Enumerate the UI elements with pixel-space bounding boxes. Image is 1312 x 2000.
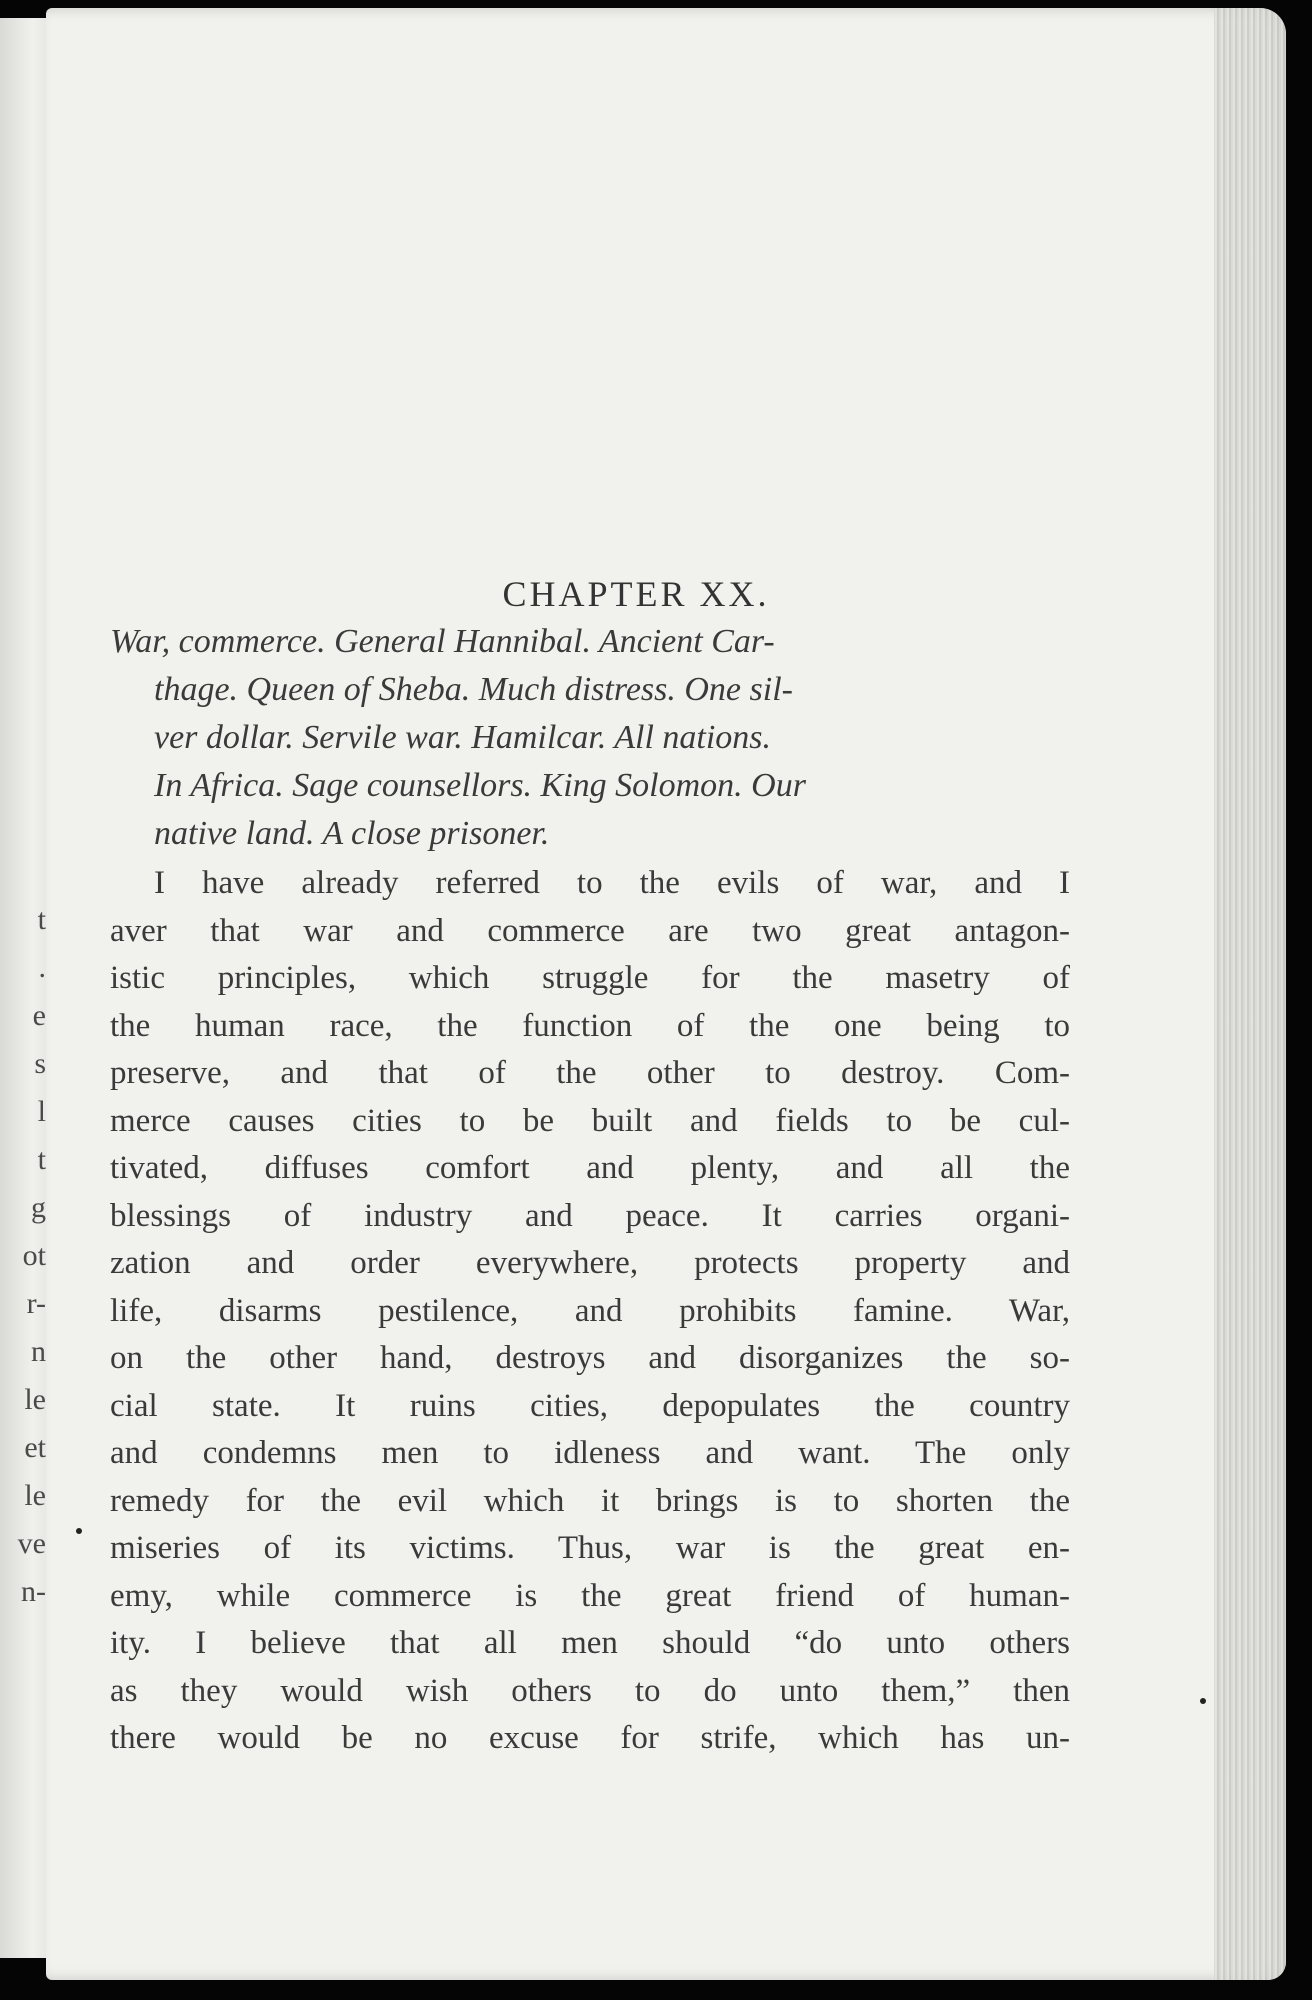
synopsis-line: ver dollar. Servile war. Hamilcar. All nations. — [154, 719, 772, 756]
body-line: as they would wish others to do unto them,” then — [110, 1672, 1070, 1709]
synopsis-line: native land. A close prisoner. — [154, 815, 550, 852]
facing-page-fragment: s — [34, 1047, 46, 1080]
page-block-edge — [1214, 8, 1286, 1980]
body-line: istic principles, which struggle for the masetry of — [110, 960, 1070, 996]
body-line: remedy for the evil which it brings is to shorten the — [110, 1482, 1070, 1519]
body-line: life, disarms pestilence, and prohibits famine. War, — [110, 1292, 1070, 1329]
body-line: ity. I believe that all men should “do unto others — [110, 1625, 1070, 1661]
body-line: preserve, and that of the other to destroy. Com- — [110, 1055, 1070, 1091]
paper-speck — [1200, 1698, 1206, 1704]
body-line: on the other hand, destroys and disorganizes the so- — [110, 1340, 1070, 1376]
body-line: emy, while commerce is the great friend of human- — [110, 1577, 1070, 1614]
body-line: miseries of its victims. Thus, war is the great en- — [110, 1530, 1070, 1566]
body-line: cial state. It ruins cities, depopulates the country — [110, 1387, 1070, 1424]
facing-page-fragment: r- — [26, 1287, 46, 1320]
facing-page-fragment: le — [24, 1479, 46, 1512]
paper-speck — [76, 1528, 82, 1534]
chapter-synopsis — [110, 618, 1070, 858]
facing-page-fragment: ot — [22, 1239, 46, 1272]
body-paragraph — [110, 860, 1070, 1763]
facing-page-fragment: et — [24, 1431, 46, 1464]
facing-page-fragment: t — [37, 1143, 46, 1176]
facing-page-fragment: ve — [17, 1527, 46, 1560]
facing-page-fragment: . — [38, 951, 46, 984]
facing-page-fragment: l — [37, 1095, 46, 1128]
synopsis-line: War, commerce. General Hannibal. Ancient Car- — [110, 623, 775, 660]
facing-page-fragment: e — [32, 999, 46, 1032]
body-line: and condemns men to idleness and want. The only — [110, 1435, 1070, 1471]
body-line: the human race, the function of the one being to — [110, 1007, 1070, 1044]
body-line: I have already referred to the evils of war, and I — [154, 865, 1070, 901]
synopsis-line: thage. Queen of Sheba. Much distress. One sil- — [154, 671, 793, 708]
book-page — [46, 8, 1286, 1980]
body-line: tivated, diffuses comfort and plenty, and all the — [110, 1150, 1070, 1186]
body-line: merce causes cities to be built and fields to be cul- — [110, 1102, 1070, 1139]
facing-page-fragment: g — [31, 1191, 46, 1224]
body-line: blessings of industry and peace. It carries organi- — [110, 1197, 1070, 1234]
facing-page-fragment: le — [24, 1383, 46, 1416]
body-line: zation and order everywhere, protects property and — [110, 1245, 1070, 1281]
facing-page-fragment: n — [31, 1335, 46, 1368]
body-line: there would be no excuse for strife, which has un- — [110, 1720, 1070, 1756]
body-line: aver that war and commerce are two great antagon- — [110, 912, 1070, 949]
facing-page-fragment: t — [37, 903, 46, 936]
facing-page-fragment: n- — [21, 1575, 46, 1608]
synopsis-line: In Africa. Sage counsellors. King Solomon. Our — [154, 767, 806, 804]
chapter-title: CHAPTER XX. — [502, 574, 770, 614]
